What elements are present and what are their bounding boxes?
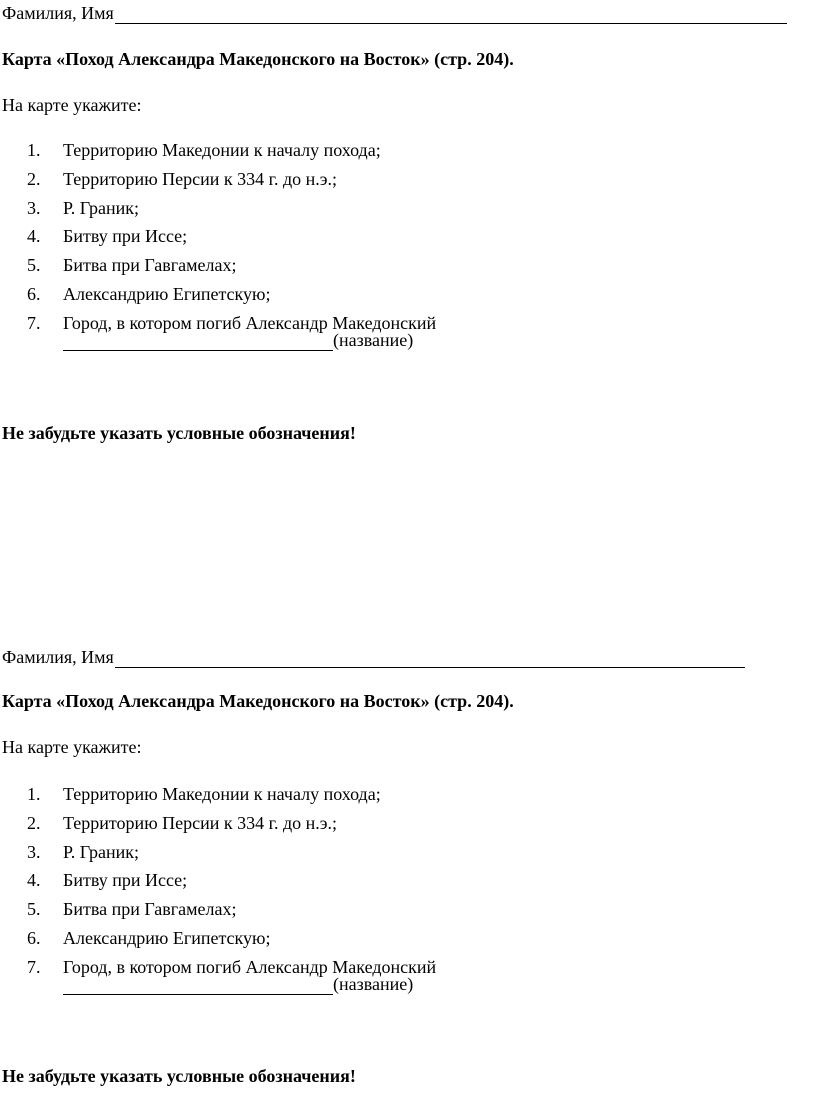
name-label: Фамилия, Имя: [2, 3, 114, 23]
item-text: Территорию Македонии к началу похода;: [63, 784, 381, 804]
item-text: Город, в котором погиб Александр Македонский: [63, 956, 437, 977]
item-text: Территорию Персии к 334 г. до н.э.;: [63, 812, 337, 833]
item-text: Территорию Македонии к началу похода;: [63, 140, 381, 160]
worksheet-2: [0, 644, 816, 1112]
worksheet-title: Карта «Поход Александра Македонского на Восток» (стр. 204).: [2, 691, 514, 711]
reminder-text: Не забудьте указать условные обозначения!: [2, 423, 356, 443]
item-number: 3.: [27, 841, 41, 862]
name-line: [2, 2, 787, 24]
item-text: Битва при Гавгамелах;: [63, 255, 237, 276]
item-number: 3.: [27, 197, 41, 218]
worksheet-title: Карта «Поход Александра Македонского на Восток» (стр. 204).: [2, 49, 514, 69]
item-number: 4.: [27, 226, 41, 247]
name-blank[interactable]: [115, 649, 745, 668]
item-number: 7.: [27, 956, 41, 977]
answer-suffix: (название): [333, 974, 414, 994]
item-number: 5.: [27, 255, 41, 276]
name-blank[interactable]: [115, 5, 787, 24]
name-label: Фамилия, Имя: [2, 647, 114, 667]
intro-text: На карте укажите:: [2, 95, 142, 115]
answer-blank[interactable]: [63, 332, 333, 351]
item-number: 4.: [27, 870, 41, 891]
item-number: 7.: [27, 312, 41, 333]
item-number: 1.: [27, 140, 41, 160]
item-text: Битву при Иссе;: [63, 870, 188, 891]
reminder-text: Не забудьте указать условные обозначения!: [2, 1066, 356, 1086]
intro-text: На карте укажите:: [2, 737, 142, 757]
item-text: Битва при Гавгамелах;: [63, 899, 237, 920]
item-text: Город, в котором погиб Александр Македонский: [63, 312, 437, 333]
name-line: [2, 646, 745, 668]
item-text: Битву при Иссе;: [63, 226, 188, 247]
item-number: 2.: [27, 812, 41, 833]
item-text: Р. Граник;: [63, 197, 140, 218]
answer-suffix: (название): [333, 330, 414, 350]
item-text: Территорию Персии к 334 г. до н.э.;: [63, 168, 337, 189]
item-number: 5.: [27, 899, 41, 920]
item-number: 2.: [27, 168, 41, 189]
answer-line: [63, 974, 413, 995]
item-text: Р. Граник;: [63, 841, 140, 862]
item-number: 1.: [27, 784, 41, 804]
item-text: Александрию Египетскую;: [63, 927, 271, 948]
item-text: Александрию Египетскую;: [63, 283, 271, 304]
answer-blank[interactable]: [63, 976, 333, 995]
item-number: 6.: [27, 927, 41, 948]
answer-line: [63, 330, 413, 351]
item-number: 6.: [27, 283, 41, 304]
